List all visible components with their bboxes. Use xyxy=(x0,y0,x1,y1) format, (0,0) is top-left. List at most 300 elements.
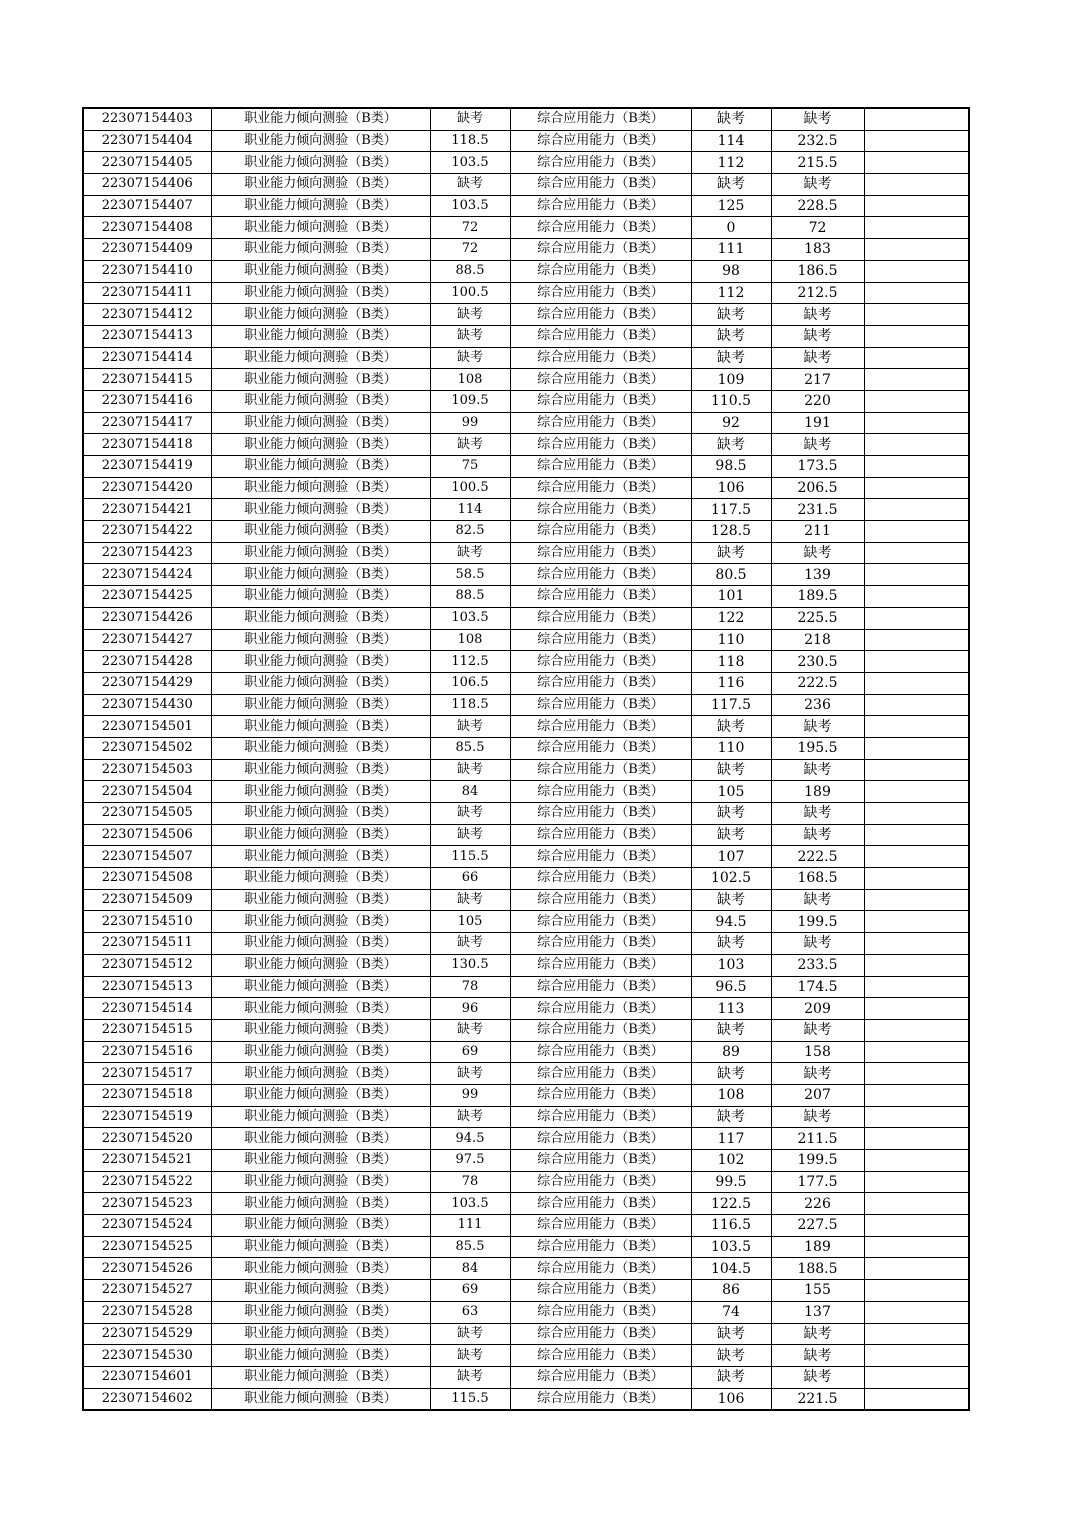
score1-cell: 缺考 xyxy=(430,1106,510,1128)
subject1-cell: 职业能力倾向测验（B类） xyxy=(211,694,430,716)
candidate-id-cell: 22307154503 xyxy=(83,759,211,781)
candidate-id-cell: 22307154414 xyxy=(83,347,211,369)
total-cell: 225.5 xyxy=(771,607,864,629)
subject1-cell: 职业能力倾向测验（B类） xyxy=(211,325,430,347)
subject2-cell: 综合应用能力（B类） xyxy=(510,152,691,174)
total-cell: 158 xyxy=(771,1041,864,1063)
candidate-id-cell: 22307154518 xyxy=(83,1084,211,1106)
total-cell: 189 xyxy=(771,781,864,803)
total-cell: 199.5 xyxy=(771,1150,864,1172)
score1-cell: 97.5 xyxy=(430,1150,510,1172)
total-cell: 缺考 xyxy=(771,325,864,347)
candidate-id-cell: 22307154423 xyxy=(83,542,211,564)
table-row xyxy=(83,1150,969,1172)
remark-cell xyxy=(864,1301,969,1323)
score1-cell: 96 xyxy=(430,998,510,1020)
total-cell: 189.5 xyxy=(771,586,864,608)
subject1-cell: 职业能力倾向测验（B类） xyxy=(211,542,430,564)
remark-cell xyxy=(864,1258,969,1280)
table-row xyxy=(83,737,969,759)
remark-cell xyxy=(864,911,969,933)
total-cell: 缺考 xyxy=(771,1323,864,1345)
subject2-cell: 综合应用能力（B类） xyxy=(510,260,691,282)
subject2-cell: 综合应用能力（B类） xyxy=(510,499,691,521)
total-cell: 缺考 xyxy=(771,174,864,196)
score1-cell: 缺考 xyxy=(430,542,510,564)
score2-cell: 118 xyxy=(691,651,771,673)
subject1-cell: 职业能力倾向测验（B类） xyxy=(211,195,430,217)
table-row xyxy=(83,716,969,738)
table-row xyxy=(83,412,969,434)
score2-cell: 缺考 xyxy=(691,803,771,825)
table-row xyxy=(83,282,969,304)
subject1-cell: 职业能力倾向测验（B类） xyxy=(211,672,430,694)
total-cell: 188.5 xyxy=(771,1258,864,1280)
score1-cell: 缺考 xyxy=(430,716,510,738)
subject2-cell: 综合应用能力（B类） xyxy=(510,1388,691,1410)
total-cell: 173.5 xyxy=(771,456,864,478)
table-row xyxy=(83,1280,969,1302)
subject1-cell: 职业能力倾向测验（B类） xyxy=(211,1106,430,1128)
total-cell: 217 xyxy=(771,369,864,391)
remark-cell xyxy=(864,456,969,478)
remark-cell xyxy=(864,412,969,434)
score1-cell: 缺考 xyxy=(430,803,510,825)
subject1-cell: 职业能力倾向测验（B类） xyxy=(211,1063,430,1085)
table-row xyxy=(83,108,969,130)
remark-cell xyxy=(864,1128,969,1150)
remark-cell xyxy=(864,803,969,825)
subject2-cell: 综合应用能力（B类） xyxy=(510,629,691,651)
score2-cell: 89 xyxy=(691,1041,771,1063)
subject2-cell: 综合应用能力（B类） xyxy=(510,586,691,608)
remark-cell xyxy=(864,521,969,543)
subject2-cell: 综合应用能力（B类） xyxy=(510,1063,691,1085)
score2-cell: 缺考 xyxy=(691,1063,771,1085)
table-row xyxy=(83,694,969,716)
score2-cell: 99.5 xyxy=(691,1171,771,1193)
remark-cell xyxy=(864,672,969,694)
candidate-id-cell: 22307154529 xyxy=(83,1323,211,1345)
candidate-id-cell: 22307154416 xyxy=(83,390,211,412)
candidate-id-cell: 22307154513 xyxy=(83,976,211,998)
subject2-cell: 综合应用能力（B类） xyxy=(510,976,691,998)
table-row xyxy=(83,824,969,846)
subject2-cell: 综合应用能力（B类） xyxy=(510,1366,691,1388)
subject2-cell: 综合应用能力（B类） xyxy=(510,868,691,890)
remark-cell xyxy=(864,998,969,1020)
subject2-cell: 综合应用能力（B类） xyxy=(510,130,691,152)
remark-cell xyxy=(864,976,969,998)
score2-cell: 122 xyxy=(691,607,771,629)
score2-cell: 缺考 xyxy=(691,1019,771,1041)
subject1-cell: 职业能力倾向测验（B类） xyxy=(211,108,430,130)
candidate-id-cell: 22307154601 xyxy=(83,1366,211,1388)
candidate-id-cell: 22307154520 xyxy=(83,1128,211,1150)
candidate-id-cell: 22307154515 xyxy=(83,1019,211,1041)
subject1-cell: 职业能力倾向测验（B类） xyxy=(211,629,430,651)
subject1-cell: 职业能力倾向测验（B类） xyxy=(211,1128,430,1150)
subject1-cell: 职业能力倾向测验（B类） xyxy=(211,1388,430,1410)
candidate-id-cell: 22307154507 xyxy=(83,846,211,868)
remark-cell xyxy=(864,130,969,152)
score2-cell: 105 xyxy=(691,781,771,803)
remark-cell xyxy=(864,174,969,196)
subject2-cell: 综合应用能力（B类） xyxy=(510,1258,691,1280)
table-row xyxy=(83,347,969,369)
table-row xyxy=(83,1215,969,1237)
score1-cell: 108 xyxy=(430,369,510,391)
table-row xyxy=(83,1041,969,1063)
subject1-cell: 职业能力倾向测验（B类） xyxy=(211,217,430,239)
subject2-cell: 综合应用能力（B类） xyxy=(510,1301,691,1323)
score1-cell: 99 xyxy=(430,1084,510,1106)
remark-cell xyxy=(864,737,969,759)
remark-cell xyxy=(864,1106,969,1128)
candidate-id-cell: 22307154501 xyxy=(83,716,211,738)
score2-cell: 102.5 xyxy=(691,868,771,890)
remark-cell xyxy=(864,239,969,261)
table-row xyxy=(83,846,969,868)
subject1-cell: 职业能力倾向测验（B类） xyxy=(211,174,430,196)
table-row xyxy=(83,1106,969,1128)
score2-cell: 缺考 xyxy=(691,1366,771,1388)
candidate-id-cell: 22307154407 xyxy=(83,195,211,217)
score1-cell: 115.5 xyxy=(430,1388,510,1410)
remark-cell xyxy=(864,1063,969,1085)
score2-cell: 缺考 xyxy=(691,347,771,369)
score2-cell: 110 xyxy=(691,737,771,759)
remark-cell xyxy=(864,304,969,326)
table-row xyxy=(83,152,969,174)
total-cell: 226 xyxy=(771,1193,864,1215)
remark-cell xyxy=(864,282,969,304)
subject2-cell: 综合应用能力（B类） xyxy=(510,325,691,347)
candidate-id-cell: 22307154415 xyxy=(83,369,211,391)
table-row xyxy=(83,1388,969,1410)
subject1-cell: 职业能力倾向测验（B类） xyxy=(211,282,430,304)
subject2-cell: 综合应用能力（B类） xyxy=(510,716,691,738)
table-row xyxy=(83,499,969,521)
remark-cell xyxy=(864,434,969,456)
total-cell: 230.5 xyxy=(771,651,864,673)
score1-cell: 缺考 xyxy=(430,1019,510,1041)
score2-cell: 缺考 xyxy=(691,542,771,564)
total-cell: 183 xyxy=(771,239,864,261)
remark-cell xyxy=(864,868,969,890)
candidate-id-cell: 22307154524 xyxy=(83,1215,211,1237)
score1-cell: 112.5 xyxy=(430,651,510,673)
candidate-id-cell: 22307154504 xyxy=(83,781,211,803)
total-cell: 缺考 xyxy=(771,434,864,456)
subject2-cell: 综合应用能力（B类） xyxy=(510,911,691,933)
total-cell: 缺考 xyxy=(771,304,864,326)
score2-cell: 缺考 xyxy=(691,1345,771,1367)
score1-cell: 88.5 xyxy=(430,260,510,282)
score1-cell: 114 xyxy=(430,499,510,521)
table-row xyxy=(83,195,969,217)
score1-cell: 85.5 xyxy=(430,1236,510,1258)
candidate-id-cell: 22307154505 xyxy=(83,803,211,825)
remark-cell xyxy=(864,1280,969,1302)
table-row xyxy=(83,434,969,456)
candidate-id-cell: 22307154412 xyxy=(83,304,211,326)
score1-cell: 缺考 xyxy=(430,933,510,955)
score2-cell: 108 xyxy=(691,1084,771,1106)
table-row xyxy=(83,629,969,651)
subject1-cell: 职业能力倾向测验（B类） xyxy=(211,651,430,673)
table-row xyxy=(83,911,969,933)
candidate-id-cell: 22307154517 xyxy=(83,1063,211,1085)
score1-cell: 78 xyxy=(430,976,510,998)
candidate-id-cell: 22307154526 xyxy=(83,1258,211,1280)
score2-cell: 98.5 xyxy=(691,456,771,478)
table-row xyxy=(83,390,969,412)
score1-cell: 69 xyxy=(430,1280,510,1302)
score1-cell: 109.5 xyxy=(430,390,510,412)
score1-cell: 118.5 xyxy=(430,694,510,716)
table-row xyxy=(83,542,969,564)
score-table-body xyxy=(83,108,969,1410)
subject1-cell: 职业能力倾向测验（B类） xyxy=(211,954,430,976)
subject1-cell: 职业能力倾向测验（B类） xyxy=(211,1280,430,1302)
total-cell: 236 xyxy=(771,694,864,716)
subject2-cell: 综合应用能力（B类） xyxy=(510,347,691,369)
subject2-cell: 综合应用能力（B类） xyxy=(510,781,691,803)
score2-cell: 103 xyxy=(691,954,771,976)
subject2-cell: 综合应用能力（B类） xyxy=(510,694,691,716)
subject2-cell: 综合应用能力（B类） xyxy=(510,217,691,239)
candidate-id-cell: 22307154510 xyxy=(83,911,211,933)
score1-cell: 66 xyxy=(430,868,510,890)
score2-cell: 112 xyxy=(691,282,771,304)
remark-cell xyxy=(864,1345,969,1367)
subject1-cell: 职业能力倾向测验（B类） xyxy=(211,390,430,412)
subject1-cell: 职业能力倾向测验（B类） xyxy=(211,911,430,933)
total-cell: 168.5 xyxy=(771,868,864,890)
score2-cell: 107 xyxy=(691,846,771,868)
subject2-cell: 综合应用能力（B类） xyxy=(510,1193,691,1215)
score2-cell: 缺考 xyxy=(691,174,771,196)
subject2-cell: 综合应用能力（B类） xyxy=(510,672,691,694)
score2-cell: 缺考 xyxy=(691,824,771,846)
subject1-cell: 职业能力倾向测验（B类） xyxy=(211,434,430,456)
candidate-id-cell: 22307154509 xyxy=(83,889,211,911)
remark-cell xyxy=(864,1193,969,1215)
score1-cell: 118.5 xyxy=(430,130,510,152)
remark-cell xyxy=(864,347,969,369)
subject1-cell: 职业能力倾向测验（B类） xyxy=(211,737,430,759)
table-row xyxy=(83,130,969,152)
candidate-id-cell: 22307154420 xyxy=(83,477,211,499)
candidate-id-cell: 22307154418 xyxy=(83,434,211,456)
subject2-cell: 综合应用能力（B类） xyxy=(510,1041,691,1063)
score2-cell: 0 xyxy=(691,217,771,239)
total-cell: 137 xyxy=(771,1301,864,1323)
candidate-id-cell: 22307154514 xyxy=(83,998,211,1020)
table-row xyxy=(83,304,969,326)
score1-cell: 111 xyxy=(430,1215,510,1237)
subject2-cell: 综合应用能力（B类） xyxy=(510,1128,691,1150)
score2-cell: 104.5 xyxy=(691,1258,771,1280)
table-row xyxy=(83,954,969,976)
total-cell: 缺考 xyxy=(771,108,864,130)
total-cell: 174.5 xyxy=(771,976,864,998)
subject1-cell: 职业能力倾向测验（B类） xyxy=(211,477,430,499)
subject2-cell: 综合应用能力（B类） xyxy=(510,390,691,412)
total-cell: 209 xyxy=(771,998,864,1020)
score2-cell: 117 xyxy=(691,1128,771,1150)
total-cell: 218 xyxy=(771,629,864,651)
score1-cell: 82.5 xyxy=(430,521,510,543)
remark-cell xyxy=(864,824,969,846)
remark-cell xyxy=(864,1388,969,1410)
total-cell: 232.5 xyxy=(771,130,864,152)
total-cell: 212.5 xyxy=(771,282,864,304)
candidate-id-cell: 22307154409 xyxy=(83,239,211,261)
score2-cell: 缺考 xyxy=(691,325,771,347)
subject2-cell: 综合应用能力（B类） xyxy=(510,1323,691,1345)
remark-cell xyxy=(864,499,969,521)
subject1-cell: 职业能力倾向测验（B类） xyxy=(211,1366,430,1388)
subject1-cell: 职业能力倾向测验（B类） xyxy=(211,1215,430,1237)
candidate-id-cell: 22307154530 xyxy=(83,1345,211,1367)
subject1-cell: 职业能力倾向测验（B类） xyxy=(211,564,430,586)
subject2-cell: 综合应用能力（B类） xyxy=(510,412,691,434)
table-row xyxy=(83,759,969,781)
remark-cell xyxy=(864,477,969,499)
table-row xyxy=(83,1323,969,1345)
candidate-id-cell: 22307154429 xyxy=(83,672,211,694)
table-row xyxy=(83,1366,969,1388)
remark-cell xyxy=(864,325,969,347)
candidate-id-cell: 22307154523 xyxy=(83,1193,211,1215)
subject1-cell: 职业能力倾向测验（B类） xyxy=(211,1150,430,1172)
table-row xyxy=(83,651,969,673)
table-row xyxy=(83,803,969,825)
score2-cell: 117.5 xyxy=(691,694,771,716)
remark-cell xyxy=(864,607,969,629)
subject2-cell: 综合应用能力（B类） xyxy=(510,434,691,456)
subject1-cell: 职业能力倾向测验（B类） xyxy=(211,998,430,1020)
subject2-cell: 综合应用能力（B类） xyxy=(510,456,691,478)
subject1-cell: 职业能力倾向测验（B类） xyxy=(211,586,430,608)
score2-cell: 110.5 xyxy=(691,390,771,412)
remark-cell xyxy=(864,195,969,217)
total-cell: 189 xyxy=(771,1236,864,1258)
candidate-id-cell: 22307154430 xyxy=(83,694,211,716)
subject2-cell: 综合应用能力（B类） xyxy=(510,651,691,673)
score1-cell: 缺考 xyxy=(430,824,510,846)
subject2-cell: 综合应用能力（B类） xyxy=(510,1215,691,1237)
subject1-cell: 职业能力倾向测验（B类） xyxy=(211,846,430,868)
score1-cell: 缺考 xyxy=(430,434,510,456)
candidate-id-cell: 22307154411 xyxy=(83,282,211,304)
score2-cell: 缺考 xyxy=(691,759,771,781)
total-cell: 220 xyxy=(771,390,864,412)
score2-cell: 缺考 xyxy=(691,1323,771,1345)
score1-cell: 84 xyxy=(430,781,510,803)
total-cell: 211 xyxy=(771,521,864,543)
table-row xyxy=(83,1063,969,1085)
score1-cell: 缺考 xyxy=(430,304,510,326)
table-row xyxy=(83,217,969,239)
subject2-cell: 综合应用能力（B类） xyxy=(510,564,691,586)
table-row xyxy=(83,1193,969,1215)
score2-cell: 96.5 xyxy=(691,976,771,998)
total-cell: 227.5 xyxy=(771,1215,864,1237)
subject1-cell: 职业能力倾向测验（B类） xyxy=(211,824,430,846)
total-cell: 211.5 xyxy=(771,1128,864,1150)
subject1-cell: 职业能力倾向测验（B类） xyxy=(211,803,430,825)
remark-cell xyxy=(864,390,969,412)
total-cell: 222.5 xyxy=(771,846,864,868)
score2-cell: 116.5 xyxy=(691,1215,771,1237)
total-cell: 缺考 xyxy=(771,1063,864,1085)
subject1-cell: 职业能力倾向测验（B类） xyxy=(211,1301,430,1323)
subject1-cell: 职业能力倾向测验（B类） xyxy=(211,347,430,369)
score2-cell: 94.5 xyxy=(691,911,771,933)
subject1-cell: 职业能力倾向测验（B类） xyxy=(211,976,430,998)
score1-cell: 78 xyxy=(430,1171,510,1193)
candidate-id-cell: 22307154516 xyxy=(83,1041,211,1063)
candidate-id-cell: 22307154405 xyxy=(83,152,211,174)
total-cell: 缺考 xyxy=(771,1345,864,1367)
total-cell: 缺考 xyxy=(771,803,864,825)
score2-cell: 117.5 xyxy=(691,499,771,521)
candidate-id-cell: 22307154404 xyxy=(83,130,211,152)
total-cell: 206.5 xyxy=(771,477,864,499)
subject1-cell: 职业能力倾向测验（B类） xyxy=(211,1084,430,1106)
score1-cell: 72 xyxy=(430,239,510,261)
candidate-id-cell: 22307154417 xyxy=(83,412,211,434)
subject2-cell: 综合应用能力（B类） xyxy=(510,933,691,955)
score1-cell: 缺考 xyxy=(430,1323,510,1345)
table-row xyxy=(83,1171,969,1193)
remark-cell xyxy=(864,716,969,738)
remark-cell xyxy=(864,564,969,586)
score1-cell: 缺考 xyxy=(430,889,510,911)
subject2-cell: 综合应用能力（B类） xyxy=(510,1236,691,1258)
score2-cell: 109 xyxy=(691,369,771,391)
table-row xyxy=(83,998,969,1020)
subject2-cell: 综合应用能力（B类） xyxy=(510,737,691,759)
score1-cell: 88.5 xyxy=(430,586,510,608)
score2-cell: 缺考 xyxy=(691,889,771,911)
score2-cell: 缺考 xyxy=(691,434,771,456)
candidate-id-cell: 22307154421 xyxy=(83,499,211,521)
remark-cell xyxy=(864,781,969,803)
subject2-cell: 综合应用能力（B类） xyxy=(510,846,691,868)
total-cell: 199.5 xyxy=(771,911,864,933)
score2-cell: 111 xyxy=(691,239,771,261)
score1-cell: 缺考 xyxy=(430,1345,510,1367)
score2-cell: 缺考 xyxy=(691,108,771,130)
total-cell: 72 xyxy=(771,217,864,239)
subject2-cell: 综合应用能力（B类） xyxy=(510,1345,691,1367)
subject1-cell: 职业能力倾向测验（B类） xyxy=(211,607,430,629)
remark-cell xyxy=(864,1150,969,1172)
table-row xyxy=(83,586,969,608)
score-table xyxy=(82,107,970,1411)
subject1-cell: 职业能力倾向测验（B类） xyxy=(211,781,430,803)
total-cell: 139 xyxy=(771,564,864,586)
score1-cell: 缺考 xyxy=(430,325,510,347)
score1-cell: 100.5 xyxy=(430,282,510,304)
table-row xyxy=(83,933,969,955)
remark-cell xyxy=(864,1366,969,1388)
total-cell: 缺考 xyxy=(771,824,864,846)
